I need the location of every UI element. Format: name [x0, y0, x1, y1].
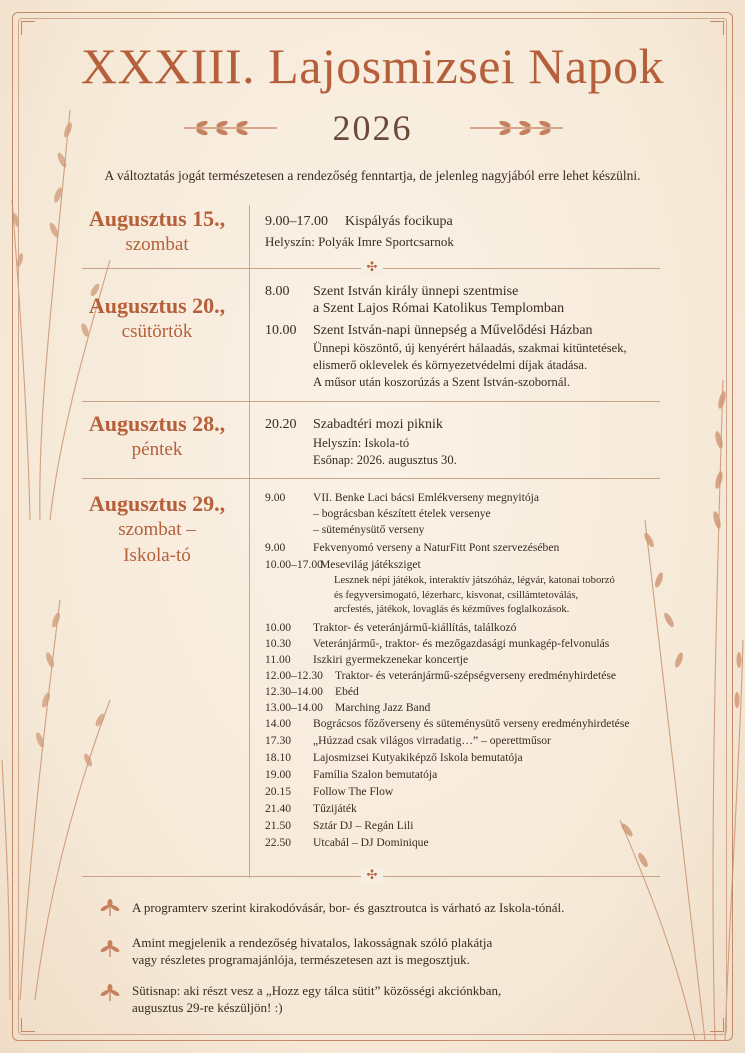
event-title: VII. Benke Laci bácsi Emlékverseny megnyitója: [313, 491, 539, 504]
event-time: 10.30: [265, 637, 292, 650]
event-title: „Húzzad csak világos virradatig…” – operettműsor: [313, 734, 551, 747]
event-detail: Helyszín: Iskola-tó: [313, 436, 410, 450]
day-date: Augusztus 15.,: [88, 206, 226, 231]
event-time: 9.00: [265, 491, 286, 504]
day-weekday: csütörtök: [121, 321, 193, 342]
leaf-ornament-icon: ✣: [361, 868, 383, 884]
day-date: Augusztus 20.,: [88, 293, 226, 318]
event-time: 21.50: [265, 819, 292, 832]
event-title: Szent István-napi ünnepség a Művelődési Házban: [313, 323, 593, 338]
event-title: Ebéd: [335, 685, 359, 698]
event-title: Follow The Flow: [313, 785, 394, 798]
event-title: Lajosmizsei Kutyakiképző Iskola bemutatója: [313, 751, 523, 764]
event-title: Veteránjármű-, traktor- és mezőgazdasági munkagép-felvonulás: [313, 637, 610, 650]
event-detail: A műsor után koszorúzás a Szent István-szobornál.: [313, 375, 571, 389]
section-divider: [82, 401, 660, 402]
day-label-aug29: [62, 491, 252, 569]
event-detail: és fegyversimogató, lézerharc, kisvonat, csillámtetoválás,: [334, 590, 579, 601]
day-label-aug15: [62, 206, 252, 258]
event-title: Família Szalon bemutatója: [313, 768, 438, 781]
day-date: Augusztus 28.,: [88, 411, 226, 436]
day-weekday: szombat –: [118, 519, 196, 540]
event-detail: a Szent Lajos Római Katolikus Templomban: [313, 301, 565, 316]
day-weekday: szombat: [125, 234, 189, 255]
event-title: Mesevilág játéksziget: [320, 558, 421, 571]
event-detail: elismerő oklevelek és környezetvédelmi díjak átadása.: [313, 358, 588, 372]
event-time: 12.00–12.30: [265, 669, 323, 682]
event-time: 11.00: [265, 653, 291, 666]
page-title: XXXIII. Lajosmizsei Napok: [80, 38, 665, 94]
event-time: 10.00–17.00: [265, 558, 323, 571]
event-time: 10.00: [265, 323, 297, 338]
event-time: 9.00: [265, 541, 286, 554]
note-text: Amint megjelenik a rendezőség hivatalos, lakosságnak szóló plakátja: [132, 935, 493, 950]
event-detail: Esőnap: 2026. augusztus 30.: [313, 453, 457, 467]
event-time: 9.00–17.00: [265, 214, 328, 229]
event-detail: – bográcsban készített ételek versenye: [313, 507, 491, 520]
event-title: Bográcsos főzőverseny és süteménysütő verseny eredményhirdetése: [313, 717, 630, 730]
event-time: 20.15: [265, 785, 292, 798]
flourish-icon-right: [465, 118, 565, 138]
leaf-ornament-icon: [98, 899, 122, 917]
event-detail: – süteménysütő verseny: [313, 523, 425, 536]
event-title: Kispályás focikupa: [345, 214, 453, 229]
year: 2026: [332, 108, 413, 148]
note-text: A programterv szerint kirakodóvásár, bor- és gasztroutca is várható az Iskola-tónál.: [132, 900, 565, 915]
event-detail: Ünnepi köszöntő, új kenyérért hálaadás, szakmai kitüntetések,: [313, 341, 627, 355]
event-title: Utcabál – DJ Dominique: [313, 836, 429, 849]
note-text: augusztus 29-re készüljön! :): [132, 1000, 283, 1015]
event-time: 20.20: [265, 417, 297, 432]
event-detail: arcfestés, játékok, lovaglás és kézműves foglalkozások.: [334, 604, 570, 615]
section-divider: [82, 478, 660, 479]
event-title: Traktor- és veteránjármű-kiállítás, találkozó: [313, 621, 517, 634]
event-detail: Lesznek népi játékok, interaktív játszóház, légvár, katonai toborzó: [334, 575, 615, 586]
event-title: Tűzijáték: [313, 802, 357, 815]
day-label-aug20: [62, 293, 252, 345]
event-title: Iszkiri gyermekzenekar koncertje: [313, 653, 469, 666]
note-text: Sütisnap: aki részt vesz a „Hozz egy tálca sütit” közösségi akciónkban,: [132, 983, 502, 998]
event-title: Fekvenyomó verseny a NaturFitt Pont szervezésében: [313, 541, 560, 554]
event-title: Sztár DJ – Regán Lili: [313, 819, 414, 832]
leaf-ornament-icon: ✣: [361, 260, 383, 276]
event-time: 13.00–14.00: [265, 701, 323, 714]
event-time: 14.00: [265, 717, 292, 730]
event-time: 8.00: [265, 284, 290, 299]
event-time: 10.00: [265, 621, 292, 634]
day-label-aug28: [62, 411, 252, 463]
note-text: vagy részletes programajánlója, természetesen azt is megosztjuk.: [132, 952, 470, 967]
event-time: 17.30: [265, 734, 292, 747]
day-date: Augusztus 29.,: [88, 491, 226, 516]
event-time: 22.50: [265, 836, 292, 849]
event-title: Marching Jazz Band: [335, 701, 431, 714]
leaf-ornament-icon: [98, 940, 122, 958]
event-title: Szent István király ünnepi szentmise: [313, 284, 519, 299]
event-title: Szabadtéri mozi piknik: [313, 417, 443, 432]
event-time: 12.30–14.00: [265, 685, 323, 698]
event-time: 18.10: [265, 751, 292, 764]
leaf-ornament-icon: [98, 984, 122, 1002]
event-detail: Helyszín: Polyák Imre Sportcsarnok: [265, 234, 454, 249]
intro-text: A változtatás jogát természetesen a rendezőség fenntartja, de jelenleg nagyjából erre lehet készülni.: [104, 168, 641, 183]
event-time: 21.40: [265, 802, 292, 815]
day-weekday: péntek: [131, 439, 183, 460]
event-title: Traktor- és veteránjármű-szépségverseny eredményhirdetése: [335, 669, 617, 682]
event-time: 19.00: [265, 768, 292, 781]
day-place: Iskola-tó: [123, 545, 191, 566]
